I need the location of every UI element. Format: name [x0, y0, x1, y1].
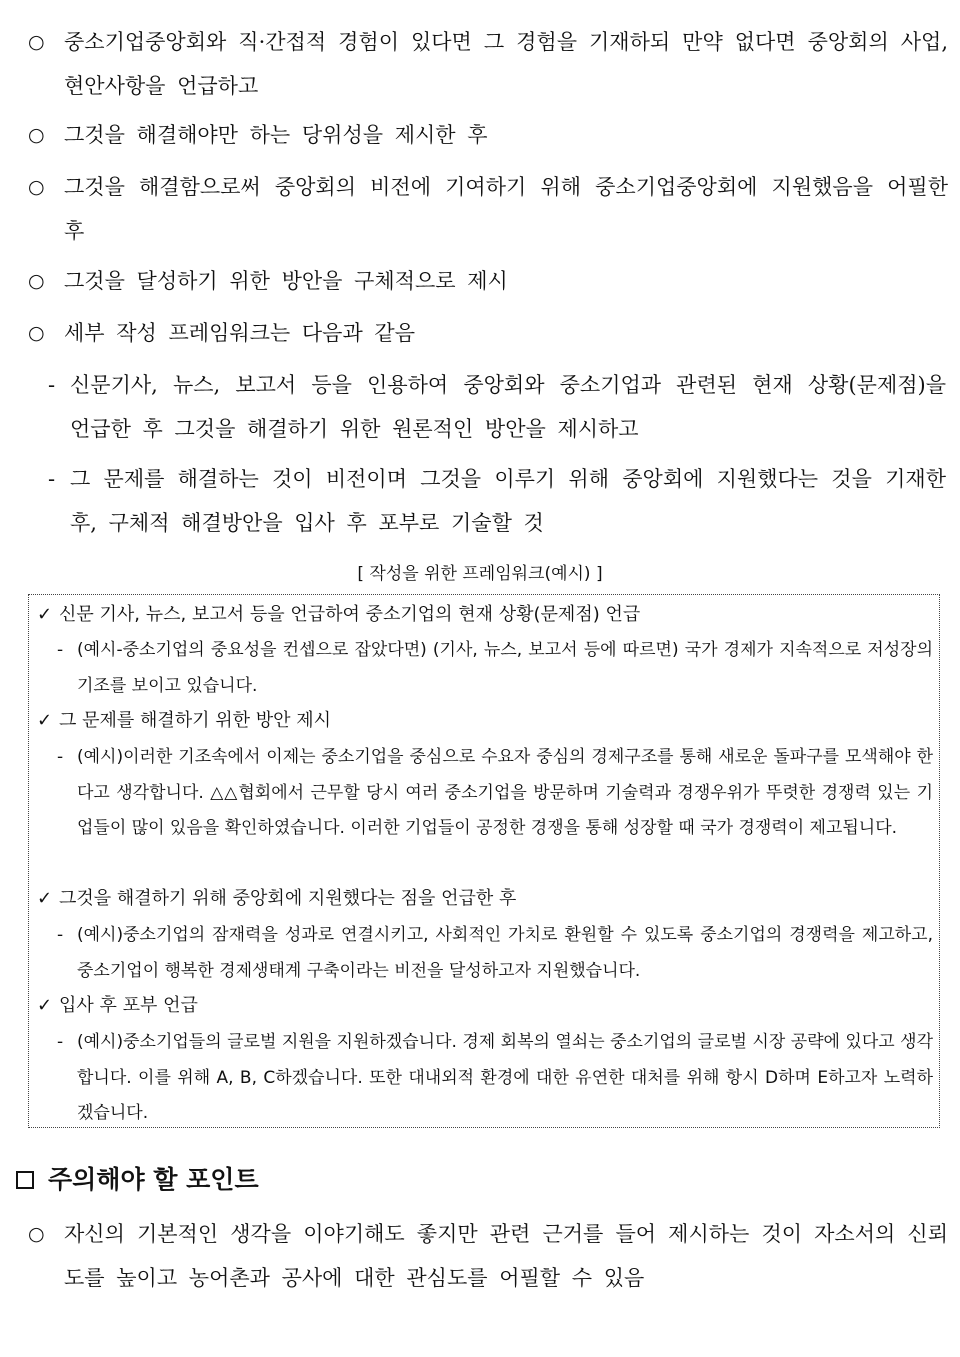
circle-bullet-icon: ○	[28, 1223, 45, 1245]
square-bullet-icon	[16, 1171, 34, 1189]
dash-bullet-icon: -	[48, 373, 56, 397]
dash-list-item	[48, 363, 946, 451]
list-item	[28, 165, 948, 253]
list-item-text: 그것을 해결해야만 하는 당위성을 제시한 후	[64, 123, 488, 147]
checkmark-icon: ✓	[37, 710, 53, 731]
list-item-text: 중소기업중앙회와 직·간접적 경험이 있다면 그 경험을 기재하되 만약 없다면 중앙회의 사업, 현안사항을 언급하고	[64, 30, 948, 98]
circle-bullet-icon: ○	[28, 270, 45, 292]
list-item	[28, 311, 948, 355]
checkmark-icon: ✓	[37, 604, 53, 625]
list-item-text: 자신의 기본적인 생각을 이야기해도 좋지만 관련 근거를 들어 제시하는 것이 자소서의 신뢰도를 높이고 농어촌과 공사에 대한 관심도를 어필할 수 있음	[64, 1222, 948, 1290]
framework-example-text: (예시)중소기업들의 글로벌 지원을 지원하겠습니다. 경제 회복의 열쇠는 중소기업의 글로벌 시장 공략에 있다고 생각합니다. 이를 위해 A, B, C하겠습니다. 또한 대내외적 환경에 대한 유연한 대처를 위해 항시 D하며 E하고자 노력하겠습니다.	[77, 1032, 933, 1123]
circle-bullet-icon: ○	[28, 31, 45, 53]
circle-bullet-icon: ○	[28, 322, 45, 344]
framework-heading	[37, 988, 933, 1024]
list-item-text: 세부 작성 프레임워크는 다음과 같음	[64, 321, 415, 345]
framework-example	[57, 633, 933, 704]
framework-heading	[37, 703, 933, 739]
list-item	[28, 259, 948, 303]
checkmark-icon: ✓	[37, 888, 53, 909]
dash-bullet-icon: -	[57, 1032, 64, 1052]
list-item	[28, 1212, 948, 1300]
framework-box	[28, 594, 940, 1128]
circle-bullet-icon: ○	[28, 176, 45, 198]
framework-heading-text: 그것을 해결하기 위해 중앙회에 지원했다는 점을 언급한 후	[59, 888, 517, 909]
section-heading	[16, 1160, 259, 1200]
framework-title: [ 작성을 위한 프레임워크(예시) ]	[357, 564, 603, 584]
dash-bullet-icon: -	[57, 640, 64, 660]
framework-example	[57, 1025, 933, 1132]
framework-heading-text: 그 문제를 해결하기 위한 방안 제시	[59, 710, 332, 731]
framework-heading	[37, 881, 933, 917]
dash-bullet-icon: -	[48, 467, 56, 491]
list-item	[28, 20, 948, 108]
framework-example-text: (예시-중소기업의 중요성을 컨셉으로 잡았다면) (기사, 뉴스, 보고서 등에 따르면) 국가 경제가 지속적으로 저성장의 기조를 보이고 있습니다.	[77, 640, 933, 696]
framework-example	[57, 740, 933, 847]
framework-example-text: (예시)중소기업의 잠재력을 성과로 연결시키고, 사회적인 가치로 환원할 수 있도록 중소기업의 경쟁력을 제고하고, 중소기업이 행복한 경제생태계 구축이라는 비전을 달성하고자 지원했습니다.	[77, 925, 933, 981]
checkmark-icon: ✓	[37, 995, 53, 1016]
framework-heading	[37, 597, 933, 633]
dash-list-item-text: 신문기사, 뉴스, 보고서 등을 인용하여 중앙회와 중소기업과 관련된 현재 상황(문제점)을 언급한 후 그것을 해결하기 위한 원론적인 방안을 제시하고	[70, 373, 946, 441]
list-item-text: 그것을 달성하기 위한 방안을 구체적으로 제시	[64, 269, 508, 293]
circle-bullet-icon: ○	[28, 124, 45, 146]
framework-example-text: (예시)이러한 기조속에서 이제는 중소기업을 중심으로 수요자 중심의 경제구조를 통해 새로운 돌파구를 모색해야 한다고 생각합니다. △△협회에서 근무할 당시 여러 중소기업을 방문하며 기술력과 경쟁우위가 뚜렷한 경쟁력 있는 기업들이 많이 있음을 확인하였습니다. 이러한 기업들이 공정한 경쟁을 통해 성장할 때 국가 경쟁력이 제고됩니다.	[77, 747, 933, 838]
list-item	[28, 113, 948, 157]
framework-example	[57, 918, 933, 989]
dash-list-item	[48, 457, 946, 545]
framework-heading-text: 신문 기사, 뉴스, 보고서 등을 언급하여 중소기업의 현재 상황(문제점) 언급	[59, 604, 641, 625]
section-heading-text: 주의해야 할 포인트	[48, 1165, 259, 1194]
list-item-text: 그것을 해결함으로써 중앙회의 비전에 기여하기 위해 중소기업중앙회에 지원했음을 어필한 후	[64, 175, 948, 243]
dash-bullet-icon: -	[57, 747, 64, 767]
dash-bullet-icon: -	[57, 925, 64, 945]
framework-heading-text: 입사 후 포부 언급	[59, 995, 198, 1016]
dash-list-item-text: 그 문제를 해결하는 것이 비전이며 그것을 이루기 위해 중앙회에 지원했다는 것을 기재한 후, 구체적 해결방안을 입사 후 포부로 기술할 것	[70, 467, 946, 535]
